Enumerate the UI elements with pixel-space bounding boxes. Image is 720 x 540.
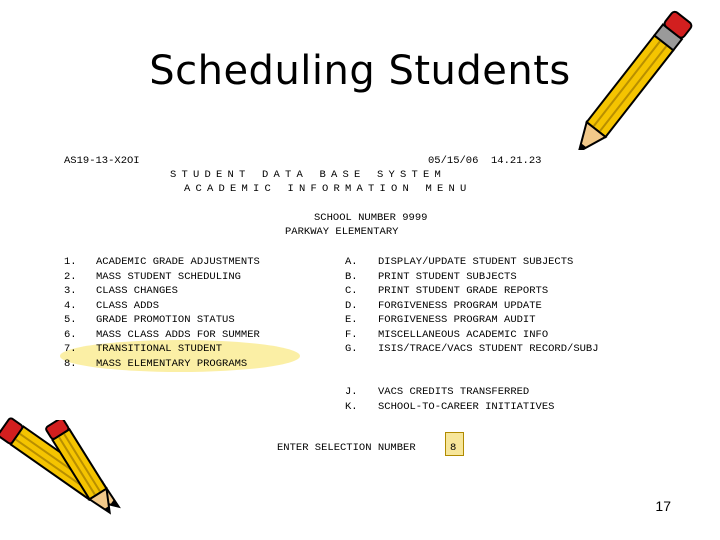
menu-item-label[interactable]: TRANSITIONAL STUDENT (96, 343, 223, 355)
date-time: 05/15/06 14.21.23 (428, 155, 542, 167)
menu-key: K. (345, 400, 358, 413)
menu-item-label[interactable]: GRADE PROMOTION STATUS (96, 314, 235, 326)
menu-item-label[interactable]: FORGIVENESS PROGRAM UPDATE (378, 299, 542, 312)
menu-item-label[interactable]: MISCELLANEOUS ACADEMIC INFO (378, 328, 549, 341)
menu-item-label[interactable]: ISIS/TRACE/VACS STUDENT RECORD/SUBJ (378, 343, 599, 355)
menu-key: D. (345, 299, 358, 312)
menu-key: 4. (64, 299, 77, 312)
menu-item-label[interactable]: DISPLAY/UPDATE STUDENT SUBJECTS (378, 256, 574, 268)
menu-key: 7. (64, 343, 77, 355)
menu-heading-line2: ACADEMIC INFORMATION MENU (184, 183, 472, 195)
menu-key: E. (345, 314, 358, 326)
menu-key: 2. (64, 270, 77, 283)
menu-item-label[interactable]: MASS CLASS ADDS FOR SUMMER (96, 328, 260, 341)
menu-key: 6. (64, 328, 77, 341)
selection-prompt: ENTER SELECTION NUMBER (277, 442, 416, 454)
menu-item-label[interactable]: FORGIVENESS PROGRAM AUDIT (378, 314, 536, 326)
menu-item-label[interactable]: VACS CREDITS TRANSFERRED (378, 386, 530, 398)
menu-key: 8. (64, 357, 77, 370)
menu-heading-line1: STUDENT DATA BASE SYSTEM (170, 169, 447, 181)
selection-input[interactable]: 8 (450, 442, 457, 454)
menu-key: B. (345, 270, 358, 283)
menu-key: 5. (64, 314, 77, 326)
menu-key: A. (345, 256, 358, 268)
menu-item-label[interactable]: CLASS CHANGES (96, 285, 178, 297)
screen-id: AS19-13-X2OI (64, 155, 140, 167)
menu-item-label[interactable]: SCHOOL-TO-CAREER INITIATIVES (378, 400, 555, 413)
school-number: SCHOOL NUMBER 9999 (314, 212, 428, 224)
menu-item-label[interactable]: PRINT STUDENT GRADE REPORTS (378, 285, 549, 297)
menu-item-label[interactable]: PRINT STUDENT SUBJECTS (378, 270, 517, 283)
menu-key: 1. (64, 256, 77, 268)
menu-item-label[interactable]: ACADEMIC GRADE ADJUSTMENTS (96, 256, 260, 268)
school-name: PARKWAY ELEMENTARY (285, 226, 399, 238)
menu-key: G. (345, 343, 358, 355)
menu-item-label[interactable]: MASS ELEMENTARY PROGRAMS (96, 357, 248, 370)
menu-key: C. (345, 285, 358, 297)
page-number: 17 (655, 498, 671, 514)
menu-key: 3. (64, 285, 77, 297)
pencil-icon-bottom-left-2 (30, 420, 140, 530)
menu-item-label[interactable]: CLASS ADDS (96, 299, 160, 312)
menu-key: F. (345, 328, 358, 341)
slide-title: Scheduling Students (149, 48, 571, 94)
menu-key: J. (345, 386, 358, 398)
menu-item-label[interactable]: MASS STUDENT SCHEDULING (96, 270, 241, 283)
